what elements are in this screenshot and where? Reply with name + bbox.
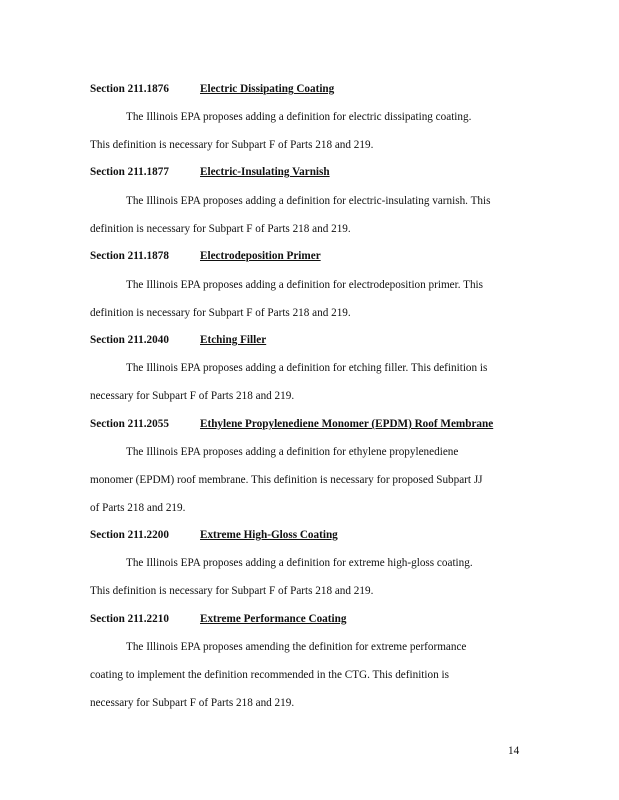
page-number: 14 (508, 745, 520, 757)
section-heading (90, 528, 338, 542)
paragraph-line: monomer (EPDM) roof membrane. This definition is necessary for proposed Subpart JJ (90, 474, 483, 486)
paragraph-line: of Parts 218 and 219. (90, 502, 186, 514)
paragraph-line: The Illinois EPA proposes adding a definition for extreme high-gloss coating. (126, 557, 473, 569)
paragraph-line: coating to implement the definition recommended in the CTG. This definition is (90, 669, 449, 681)
section-heading (90, 333, 266, 347)
section-heading (90, 82, 334, 96)
paragraph-line: necessary for Subpart F of Parts 218 and 219. (90, 697, 295, 709)
paragraph-line: The Illinois EPA proposes amending the definition for extreme performance (126, 641, 467, 653)
paragraph-line: The Illinois EPA proposes adding a definition for electrodeposition primer. This (126, 279, 484, 291)
section-number: Section 211.1877 (90, 166, 169, 178)
section-number: Section 211.2210 (90, 613, 169, 625)
section-title: Electric Dissipating Coating (200, 83, 335, 95)
section-title: Electric-Insulating Varnish (200, 166, 330, 178)
paragraph-line: The Illinois EPA proposes adding a definition for electric-insulating varnish. This (126, 195, 491, 207)
section-number: Section 211.1876 (90, 83, 169, 95)
section-title: Extreme Performance Coating (200, 613, 347, 625)
section-title: Etching Filler (200, 334, 267, 346)
paragraph-line: The Illinois EPA proposes adding a definition for ethylene propylenediene (126, 446, 459, 458)
section-number: Section 211.2040 (90, 334, 169, 346)
section-number: Section 211.1878 (90, 250, 169, 262)
section-number: Section 211.2055 (90, 418, 169, 430)
section-heading (90, 165, 330, 179)
section-heading (90, 249, 321, 263)
section-number: Section 211.2200 (90, 529, 169, 541)
paragraph-line: definition is necessary for Subpart F of Parts 218 and 219. (90, 223, 351, 235)
paragraph-line: definition is necessary for Subpart F of Parts 218 and 219. (90, 307, 351, 319)
paragraph-line: necessary for Subpart F of Parts 218 and 219. (90, 390, 295, 402)
paragraph-line: This definition is necessary for Subpart F of Parts 218 and 219. (90, 585, 374, 597)
paragraph-line: The Illinois EPA proposes adding a definition for electric dissipating coating. (126, 111, 472, 123)
section-heading (90, 612, 346, 626)
paragraph-line: The Illinois EPA proposes adding a definition for etching filler. This definition is (126, 362, 488, 374)
section-heading (90, 417, 493, 431)
paragraph-line: This definition is necessary for Subpart F of Parts 218 and 219. (90, 139, 374, 151)
section-title: Extreme High-Gloss Coating (200, 529, 338, 541)
section-title: Electrodeposition Primer (200, 250, 321, 262)
section-title: Ethylene Propylenediene Monomer (EPDM) Roof Membrane (200, 418, 494, 430)
